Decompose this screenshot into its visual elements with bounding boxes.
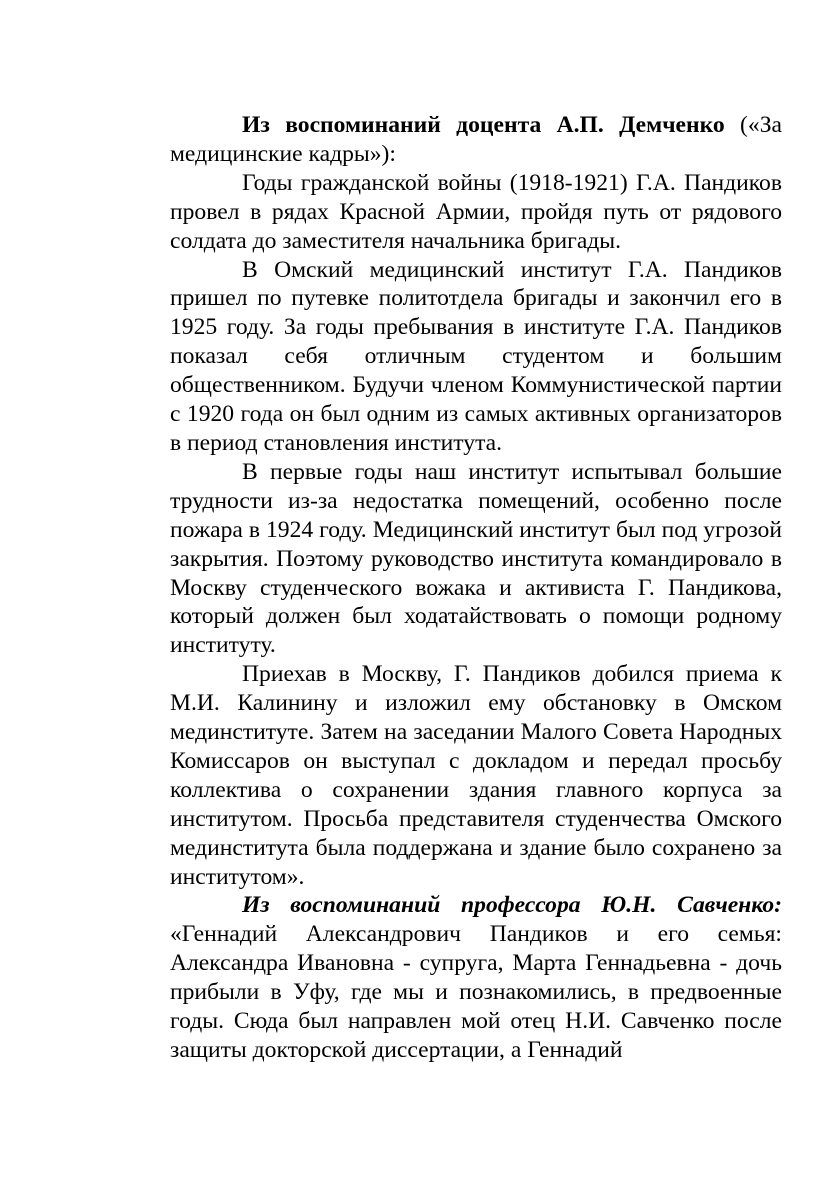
- memoir-heading-demchenko: Из воспоминаний доцента А.П. Демченко: [242, 112, 725, 138]
- memoir-heading-savchenko: Из воспоминаний профессора Ю.Н. Савченко:: [242, 892, 782, 919]
- paragraph-difficulties: В первые годы наш институт испытывал большие трудности из-за недостатка помещений, особенно после пожара в 1924 году. Медицинский институт был под угрозой закрытия. Поэтому руководство института командировало в Москву студенческого вожака и активиста Г. Пандикова, который должен был ходатайствовать о помощи родному институту.: [170, 458, 782, 659]
- paragraph-demchenko-intro: [170, 111, 782, 169]
- paragraph-civil-war: Годы гражданской войны (1918-1921) Г.А. Пандиков провел в рядах Красной Армии, пройдя путь от рядового солдата до заместителя начальника бригады.: [170, 169, 782, 254]
- paragraph-moscow-trip: Приехав в Москву, Г. Пандиков добился приема к М.И. Калинину и изложил ему обстановку в Омском мединституте. Затем на заседании Малого Совета Народных Комиссаров он выступал с докладом и передал просьбу коллектива о сохранении здания главного корпуса за институтом. Просьба представителя студенчества Омского мединститута была поддержана и здание было сохранено за институтом».: [170, 661, 782, 890]
- document-page: [170, 111, 782, 1065]
- savchenko-text: «Геннадий Александрович Пандиков и его семья: Александра Ивановна - супруга, Марта Геннадьевна - дочь прибыли в Уфу, где мы и познакомились, в предвоенные годы. Сюда был направлен мой отец Н.И. Савченко после защиты докторской диссертации, а Геннадий: [170, 921, 782, 1063]
- paragraph-savchenko: [170, 891, 782, 1064]
- paragraph-omsk-institute: В Омский медицинский институт Г.А. Пандиков пришел по путевке политотдела бригады и закончил его в 1925 году. За годы пребывания в институте Г.А. Пандиков показал себя отличным студентом и большим общественником. Будучи членом Коммунистической партии с 1920 года он был одним из самых активных организаторов в период становления института.: [170, 256, 782, 456]
- source-note: («За медицинские кадры»):: [170, 112, 782, 167]
